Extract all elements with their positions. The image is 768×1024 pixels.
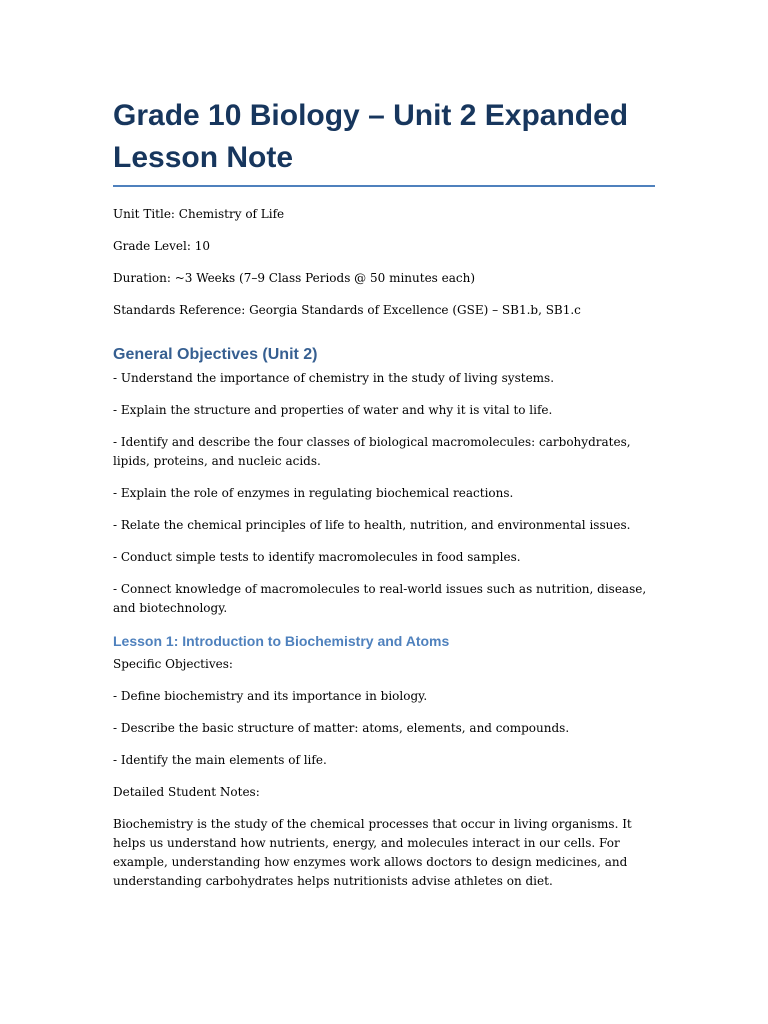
objective-item: - Conduct simple tests to identify macromolecules in food samples. [113,550,521,564]
objective-item: - Connect knowledge of macromolecules to real-world issues such as nutrition, disease, and biotechnology. [113,582,647,615]
lesson-objective-item: - Identify the main elements of life. [113,753,327,767]
objective-item: - Explain the role of enzymes in regulating biochemical reactions. [113,486,514,500]
objective-item: - Relate the chemical principles of life to health, nutrition, and environmental issues. [113,518,631,532]
objective-item: - Explain the structure and properties of water and why it is vital to life. [113,403,553,417]
document-page [113,95,655,904]
general-objectives-heading: General Objectives (Unit 2) [113,346,318,363]
unit-title-line: Unit Title: Chemistry of Life [113,207,285,221]
lesson1-heading: Lesson 1: Introduction to Biochemistry and Atoms [113,633,450,649]
specific-objectives-label: Specific Objectives: [113,657,233,671]
student-notes-text: Biochemistry is the study of the chemical processes that occur in living organisms. It helps us understand how nutrients, energy, and molecules interact in our cells. For example, understanding how enzymes work allows doctors to design medicines, and understanding carbohydrates helps nutritionists advise athletes on diet. [113,817,632,888]
lesson-objective-item: - Describe the basic structure of matter: atoms, elements, and compounds. [113,721,570,735]
lesson1-objectives-list [113,687,655,770]
general-objectives-list [113,369,655,618]
document-title: Grade 10 Biology – Unit 2 Expanded Lesson Note [113,95,655,187]
unit-meta [113,205,655,320]
objective-item: - Understand the importance of chemistry in the study of living systems. [113,371,555,385]
lesson-objective-item: - Define biochemistry and its importance in biology. [113,689,428,703]
objective-item: - Identify and describe the four classes of biological macromolecules: carbohydrates, lipids, proteins, and nucleic acids. [113,435,631,468]
student-notes-label: Detailed Student Notes: [113,785,260,799]
duration-line: Duration: ~3 Weeks (7–9 Class Periods @ 50 minutes each) [113,271,476,285]
grade-level-line: Grade Level: 10 [113,239,210,253]
standards-line: Standards Reference: Georgia Standards of Excellence (GSE) – SB1.b, SB1.c [113,303,581,317]
